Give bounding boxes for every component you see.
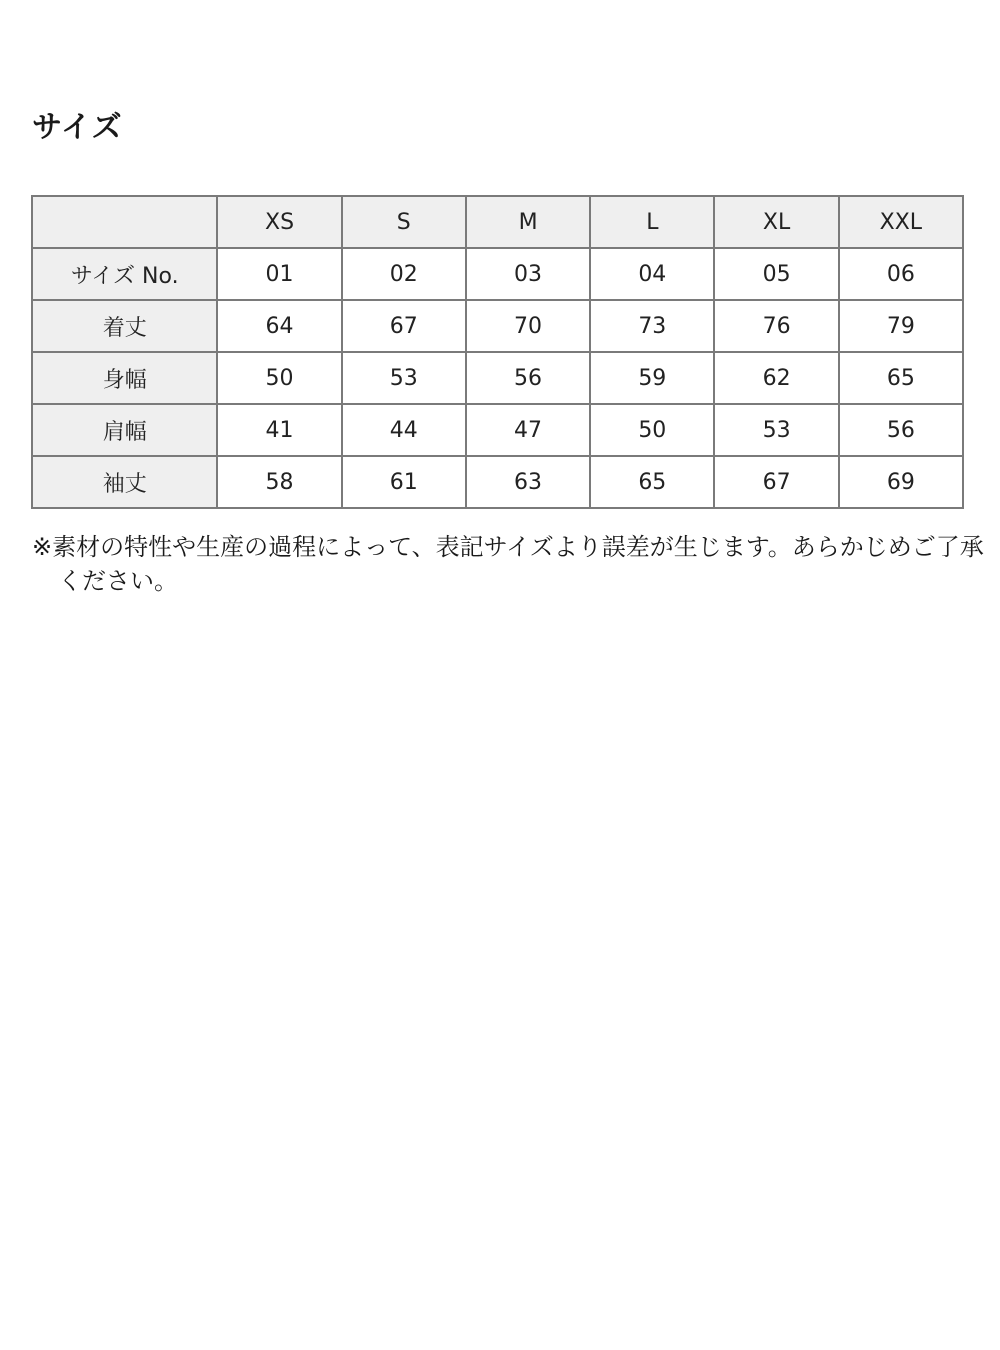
table-cell: 44 (342, 404, 466, 456)
header-cell-xl: XL (714, 196, 838, 248)
table-cell: 56 (839, 404, 963, 456)
table-cell: 02 (342, 248, 466, 300)
table-cell: 58 (217, 456, 341, 508)
header-cell-xs: XS (217, 196, 341, 248)
row-label: 袖丈 (32, 456, 217, 508)
table-row (32, 248, 963, 300)
row-label: 身幅 (32, 352, 217, 404)
table-cell: 50 (590, 404, 714, 456)
table-row (32, 404, 963, 456)
table-cell: 79 (839, 300, 963, 352)
page-title: サイズ (32, 110, 123, 145)
disclaimer-note: ※素材の特性や生産の過程によって、表記サイズより誤差が生じます。あらかじめご了承ください。 (32, 533, 984, 595)
table-cell: 53 (714, 404, 838, 456)
table-cell: 69 (839, 456, 963, 508)
table-cell: 06 (839, 248, 963, 300)
table-cell: 67 (714, 456, 838, 508)
table-row (32, 300, 963, 352)
table-cell: 53 (342, 352, 466, 404)
table-header-row (32, 196, 963, 248)
table-cell: 73 (590, 300, 714, 352)
header-cell-m: M (466, 196, 590, 248)
table-cell: 47 (466, 404, 590, 456)
table-cell: 05 (714, 248, 838, 300)
table-cell: 62 (714, 352, 838, 404)
table-cell: 04 (590, 248, 714, 300)
table-cell: 59 (590, 352, 714, 404)
table-cell: 61 (342, 456, 466, 508)
header-cell-xxl: XXL (839, 196, 963, 248)
table-cell: 70 (466, 300, 590, 352)
table-cell: 01 (217, 248, 341, 300)
table-cell: 50 (217, 352, 341, 404)
table-cell: 64 (217, 300, 341, 352)
table-cell: 76 (714, 300, 838, 352)
corner-cell (32, 196, 217, 248)
table-cell: 67 (342, 300, 466, 352)
table-cell: 41 (217, 404, 341, 456)
table-cell: 56 (466, 352, 590, 404)
size-table (31, 195, 964, 509)
row-label: サイズ No. (32, 248, 217, 300)
table-cell: 03 (466, 248, 590, 300)
table-row (32, 352, 963, 404)
table-cell: 65 (839, 352, 963, 404)
table-row (32, 456, 963, 508)
table-cell: 63 (466, 456, 590, 508)
row-label: 着丈 (32, 300, 217, 352)
header-cell-s: S (342, 196, 466, 248)
row-label: 肩幅 (32, 404, 217, 456)
table-cell: 65 (590, 456, 714, 508)
header-cell-l: L (590, 196, 714, 248)
